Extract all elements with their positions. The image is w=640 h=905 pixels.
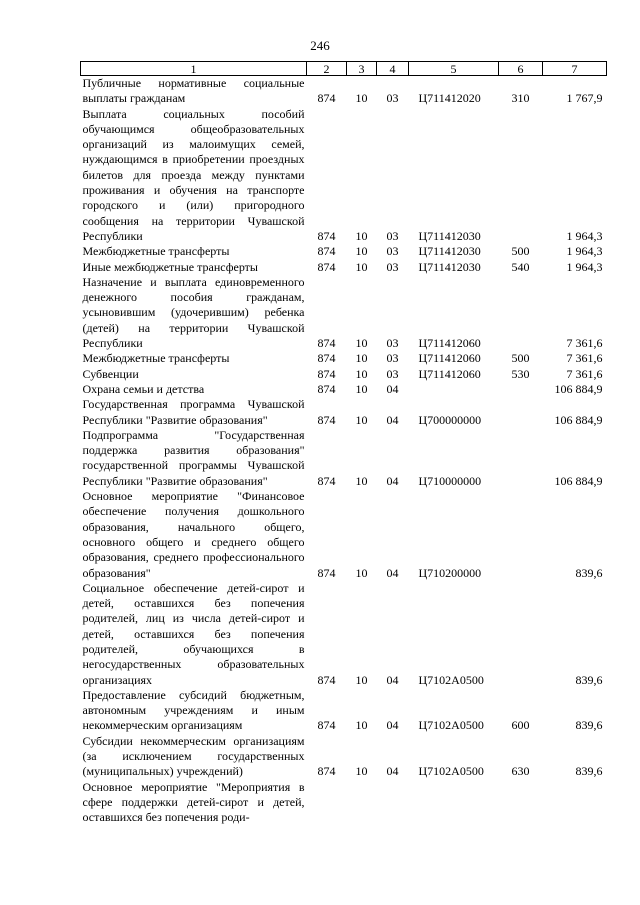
row-name: Субсидии некоммерческим организациям (за исключением государственных (муниципальных) учреждений) bbox=[82, 733, 305, 779]
cell-section bbox=[347, 780, 377, 826]
cell-ministry: 874 bbox=[317, 764, 336, 779]
table-row bbox=[81, 260, 607, 275]
cell-expense-type: 530 bbox=[511, 366, 530, 381]
column-header-4: 4 bbox=[377, 62, 409, 76]
table-row bbox=[81, 734, 607, 780]
cell-section: 10 bbox=[355, 473, 368, 488]
cell-ministry: 874 bbox=[317, 259, 336, 274]
cell-target-code: Ц7102А0500 bbox=[418, 672, 484, 687]
cell-ministry: 874 bbox=[317, 244, 336, 259]
cell-target-code bbox=[409, 780, 499, 826]
table-row bbox=[81, 780, 607, 826]
row-name: Социальное обеспечение детей-сирот и детей, оставшихся без попечения родителей, лиц из числа детей-сирот и детей, оставшихся без попечения родителей, обучающихся в негосударственных образовательных организациях bbox=[82, 580, 305, 687]
cell-subsection: 03 bbox=[386, 91, 399, 106]
cell-expense-type bbox=[499, 397, 543, 428]
column-header-5: 5 bbox=[409, 62, 499, 76]
cell-amount: 839,6 bbox=[575, 718, 603, 733]
cell-amount: 106 884,9 bbox=[554, 412, 603, 427]
cell-expense-type bbox=[499, 107, 543, 245]
cell-target-code: Ц700000000 bbox=[418, 412, 482, 427]
row-name: Выплата социальных пособий обучающимся общеобразовательных организаций из малоимущих семей, нуждающимся в приобретении проездных билетов для проезда между пунктами проживания и обучения на транспорте городского и (или) пригородного сообщения на территории Чувашской Республики bbox=[82, 106, 305, 243]
table-row bbox=[81, 688, 607, 734]
row-name: Субвенции bbox=[82, 366, 139, 381]
cell-expense-type bbox=[499, 780, 543, 826]
cell-subsection: 03 bbox=[386, 351, 399, 366]
cell-target-code: Ц7102А0500 bbox=[418, 718, 484, 733]
table-row bbox=[81, 351, 607, 366]
table-header-row bbox=[81, 62, 607, 76]
cell-target-code bbox=[409, 382, 499, 397]
table-row bbox=[81, 107, 607, 245]
cell-section: 10 bbox=[355, 259, 368, 274]
column-header-6: 6 bbox=[499, 62, 543, 76]
cell-target-code: Ц711412060 bbox=[418, 336, 481, 351]
cell-expense-type bbox=[499, 489, 543, 581]
cell-subsection bbox=[377, 780, 409, 826]
cell-target-code: Ц711412030 bbox=[418, 244, 481, 259]
cell-ministry: 874 bbox=[317, 228, 336, 243]
row-name: Предоставление субсидий бюджетным, автономным учреждениям и иным некоммерческим организациям bbox=[82, 687, 305, 733]
table-row bbox=[81, 581, 607, 688]
row-name: Основное мероприятие "Мероприятия в сфере поддержки детей-сирот и детей, оставшихся без попечения роди- bbox=[82, 779, 305, 825]
column-header-3: 3 bbox=[347, 62, 377, 76]
cell-ministry: 874 bbox=[317, 412, 336, 427]
row-name: Межбюджетные трансферты bbox=[82, 244, 230, 259]
table-row bbox=[81, 397, 607, 428]
cell-amount bbox=[543, 780, 607, 826]
cell-section: 10 bbox=[355, 718, 368, 733]
cell-ministry: 874 bbox=[317, 366, 336, 381]
row-name: Основное мероприятие "Финансовое обеспечение получения дошкольного образования, начального общего, основного общего и среднего общего образования, среднего профессионального образования" bbox=[82, 489, 305, 580]
cell-section: 10 bbox=[355, 381, 368, 396]
cell-section: 10 bbox=[355, 412, 368, 427]
budget-table bbox=[80, 61, 607, 826]
row-name: Межбюджетные трансферты bbox=[82, 351, 230, 366]
cell-target-code: Ц710000000 bbox=[418, 473, 482, 488]
row-name: Охрана семьи и детства bbox=[82, 381, 205, 396]
cell-section: 10 bbox=[355, 228, 368, 243]
cell-target-code: Ц711412020 bbox=[418, 91, 481, 106]
cell-amount: 839,6 bbox=[575, 565, 603, 580]
cell-amount: 106 884,9 bbox=[554, 381, 603, 396]
table-row bbox=[81, 382, 607, 397]
cell-section: 10 bbox=[355, 351, 368, 366]
cell-ministry: 874 bbox=[317, 473, 336, 488]
row-name: Подпрограмма "Государственная поддержка развития образования" государственной программы Чувашской Республики "Развитие образования" bbox=[82, 427, 305, 488]
cell-subsection: 04 bbox=[386, 381, 399, 396]
cell-target-code: Ц711412030 bbox=[418, 228, 481, 243]
cell-subsection: 04 bbox=[386, 764, 399, 779]
cell-expense-type: 310 bbox=[511, 91, 530, 106]
table-row bbox=[81, 244, 607, 259]
cell-subsection: 03 bbox=[386, 244, 399, 259]
cell-target-code: Ц710200000 bbox=[418, 565, 482, 580]
cell-subsection: 03 bbox=[386, 228, 399, 243]
cell-subsection: 04 bbox=[386, 473, 399, 488]
cell-target-code: Ц711412030 bbox=[418, 259, 481, 274]
cell-amount: 1 964,3 bbox=[566, 244, 603, 259]
cell-subsection: 03 bbox=[386, 336, 399, 351]
cell-ministry: 874 bbox=[317, 672, 336, 687]
column-header-1: 1 bbox=[81, 62, 307, 76]
table-row bbox=[81, 489, 607, 581]
cell-section: 10 bbox=[355, 336, 368, 351]
cell-expense-type: 540 bbox=[511, 259, 530, 274]
cell-ministry bbox=[307, 780, 347, 826]
cell-ministry: 874 bbox=[317, 91, 336, 106]
cell-target-code: Ц7102А0500 bbox=[418, 764, 484, 779]
column-header-2: 2 bbox=[307, 62, 347, 76]
cell-subsection: 04 bbox=[386, 412, 399, 427]
cell-amount: 839,6 bbox=[575, 764, 603, 779]
cell-ministry: 874 bbox=[317, 565, 336, 580]
cell-subsection: 03 bbox=[386, 366, 399, 381]
cell-expense-type bbox=[499, 428, 543, 489]
cell-expense-type: 500 bbox=[511, 244, 530, 259]
column-header-7: 7 bbox=[543, 62, 607, 76]
cell-expense-type: 500 bbox=[511, 351, 530, 366]
cell-section: 10 bbox=[355, 672, 368, 687]
cell-expense-type bbox=[499, 275, 543, 351]
cell-amount: 1 964,3 bbox=[566, 259, 603, 274]
cell-subsection: 04 bbox=[386, 672, 399, 687]
cell-section: 10 bbox=[355, 244, 368, 259]
cell-ministry: 874 bbox=[317, 718, 336, 733]
cell-target-code: Ц711412060 bbox=[418, 366, 481, 381]
cell-expense-type: 630 bbox=[511, 764, 530, 779]
cell-amount: 7 361,6 bbox=[566, 336, 603, 351]
row-name: Государственная программа Чувашской Республики "Развитие образования" bbox=[82, 397, 305, 427]
cell-amount: 7 361,6 bbox=[566, 351, 603, 366]
cell-ministry: 874 bbox=[317, 336, 336, 351]
table-row bbox=[81, 76, 607, 107]
cell-target-code: Ц711412060 bbox=[418, 351, 481, 366]
cell-amount: 106 884,9 bbox=[554, 473, 603, 488]
cell-subsection: 03 bbox=[386, 259, 399, 274]
row-name: Публичные нормативные социальные выплаты гражданам bbox=[82, 76, 305, 106]
table-row bbox=[81, 275, 607, 351]
row-name: Назначение и выплата единовременного денежного пособия гражданам, усыновившим (удочерившим) ребенка (детей) на территории Чувашской Республики bbox=[82, 274, 305, 351]
cell-subsection: 04 bbox=[386, 718, 399, 733]
cell-expense-type: 600 bbox=[511, 718, 530, 733]
cell-ministry: 874 bbox=[317, 381, 336, 396]
cell-amount: 839,6 bbox=[575, 672, 603, 687]
cell-section: 10 bbox=[355, 91, 368, 106]
cell-amount: 7 361,6 bbox=[566, 366, 603, 381]
cell-section: 10 bbox=[355, 366, 368, 381]
cell-amount: 1 767,9 bbox=[566, 91, 603, 106]
page-number: 246 bbox=[310, 38, 330, 53]
cell-section: 10 bbox=[355, 565, 368, 580]
cell-amount: 1 964,3 bbox=[566, 228, 603, 243]
cell-ministry: 874 bbox=[317, 351, 336, 366]
cell-expense-type bbox=[499, 581, 543, 688]
table-row bbox=[81, 367, 607, 382]
cell-expense-type bbox=[499, 382, 543, 397]
cell-subsection: 04 bbox=[386, 565, 399, 580]
table-row bbox=[81, 428, 607, 489]
row-name: Иные межбюджетные трансферты bbox=[82, 259, 258, 274]
cell-section: 10 bbox=[355, 764, 368, 779]
